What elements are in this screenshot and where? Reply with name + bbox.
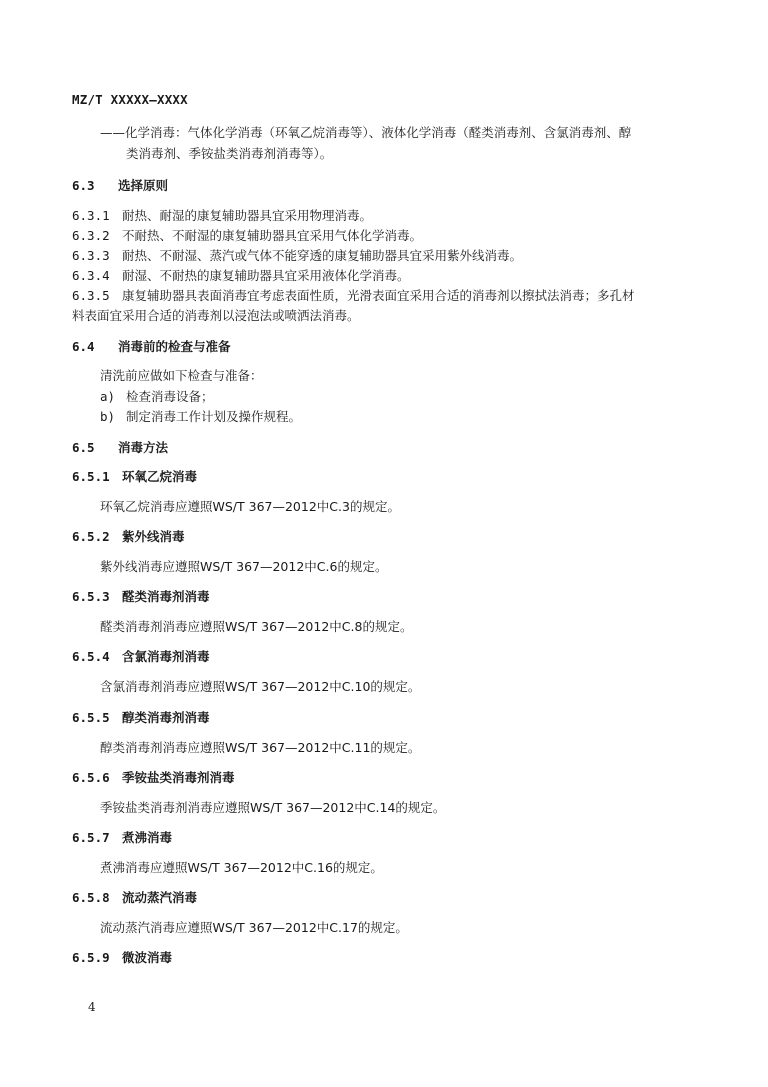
section-number: 6.5.6	[72, 770, 110, 785]
section-title: 含氯消毒剂消毒	[122, 649, 210, 664]
clause-6-3-3	[72, 247, 522, 265]
section-title: 醛类消毒剂消毒	[122, 589, 210, 604]
section-title: 醇类消毒剂消毒	[122, 710, 210, 725]
list-label: a)	[100, 389, 116, 404]
section-number: 6.3	[72, 178, 95, 193]
clause-6-3-5	[72, 287, 635, 305]
section-title: 煮沸消毒	[122, 830, 173, 845]
section-6-5-6-text: 季铵盐类消毒剂消毒应遵照WS/T 367—2012中C.14的规定。	[100, 800, 446, 815]
chem-item-line2: 类消毒剂、季铵盐类消毒剂消毒等）。	[126, 146, 333, 161]
section-number: 6.5.8	[72, 890, 110, 905]
section-number: 6.5.9	[72, 950, 110, 965]
section-6-5-5-heading	[72, 709, 210, 727]
list-text: 制定消毒工作计划及操作规程。	[126, 409, 302, 424]
section-6-5-3-text: 醛类消毒剂消毒应遵照WS/T 367—2012中C.8的规定。	[100, 619, 413, 634]
section-6-3-heading	[72, 177, 168, 195]
list-text: 检查消毒设备；	[126, 389, 214, 404]
section-6-5-8-text: 流动蒸汽消毒应遵照WS/T 367—2012中C.17的规定。	[100, 920, 408, 935]
clause-6-3-4	[72, 267, 410, 285]
section-number: 6.5.7	[72, 830, 110, 845]
clause-number: 6.3.2	[72, 228, 110, 243]
clause-6-3-5-continued: 料表面宜采用合适的消毒剂以浸泡法或喷洒法消毒。	[72, 308, 360, 323]
section-6-5-5-text: 醇类消毒剂消毒应遵照WS/T 367—2012中C.11的规定。	[100, 740, 421, 755]
section-title: 选择原则	[118, 178, 169, 193]
section-number: 6.5.2	[72, 529, 110, 544]
section-number: 6.5	[72, 440, 95, 455]
section-title: 环氧乙烷消毒	[122, 469, 198, 484]
list-item-b	[100, 408, 301, 426]
section-6-5-6-heading	[72, 769, 235, 787]
clause-text: 不耐热、不耐湿的康复辅助器具宜采用气体化学消毒。	[122, 228, 423, 243]
section-6-5-3-heading	[72, 588, 210, 606]
section-6-5-heading	[72, 439, 168, 457]
section-6-5-4-text: 含氯消毒剂消毒应遵照WS/T 367—2012中C.10的规定。	[100, 679, 421, 694]
section-number: 6.4	[72, 339, 95, 354]
section-6-5-2-text: 紫外线消毒应遵照WS/T 367—2012中C.6的规定。	[100, 559, 388, 574]
section-title: 消毒前的检查与准备	[118, 339, 231, 354]
clause-6-3-2	[72, 227, 422, 245]
clause-6-3-1	[72, 207, 372, 225]
clause-number: 6.3.4	[72, 268, 110, 283]
section-6-5-1-text: 环氧乙烷消毒应遵照WS/T 367—2012中C.3的规定。	[100, 499, 400, 514]
clause-text: 康复辅助器具表面消毒宜考虑表面性质，光滑表面宜采用合适的消毒剂以擦拭法消毒；多孔材	[122, 288, 635, 303]
section-6-5-4-heading	[72, 648, 210, 666]
clause-number: 6.3.5	[72, 288, 110, 303]
clause-text: 耐湿、不耐热的康复辅助器具宜采用液体化学消毒。	[122, 268, 410, 283]
section-number: 6.5.4	[72, 649, 110, 664]
section-title: 季铵盐类消毒剂消毒	[122, 770, 235, 785]
section-6-5-2-heading	[72, 528, 185, 546]
section-6-4-intro: 清洗前应做如下检查与准备：	[100, 368, 263, 383]
section-6-5-8-heading	[72, 889, 197, 907]
section-6-5-1-heading	[72, 468, 197, 486]
section-number: 6.5.3	[72, 589, 110, 604]
section-title: 消毒方法	[118, 440, 169, 455]
section-number: 6.5.5	[72, 710, 110, 725]
clause-number: 6.3.3	[72, 248, 110, 263]
chem-item-line1: ——化学消毒：气体化学消毒（环氧乙烷消毒等）、液体化学消毒（醛类消毒剂、含氯消毒剂、醇	[100, 125, 632, 140]
clause-number: 6.3.1	[72, 208, 110, 223]
section-6-4-heading	[72, 338, 231, 356]
section-title: 流动蒸汽消毒	[122, 890, 198, 905]
list-label: b)	[100, 409, 116, 424]
section-title: 紫外线消毒	[122, 529, 185, 544]
clause-text: 耐热、不耐湿、蒸汽或气体不能穿透的康复辅助器具宜采用紫外线消毒。	[122, 248, 523, 263]
section-6-5-7-heading	[72, 829, 172, 847]
clause-text: 耐热、耐湿的康复辅助器具宜采用物理消毒。	[122, 208, 373, 223]
section-6-5-7-text: 煮沸消毒应遵照WS/T 367—2012中C.16的规定。	[100, 860, 383, 875]
list-item-a	[100, 388, 214, 406]
section-number: 6.5.1	[72, 469, 110, 484]
section-title: 微波消毒	[122, 950, 173, 965]
page-number: 4	[88, 1000, 96, 1014]
section-6-5-9-heading	[72, 949, 172, 967]
document-code-header: MZ/T XXXXX—XXXX	[72, 92, 188, 107]
